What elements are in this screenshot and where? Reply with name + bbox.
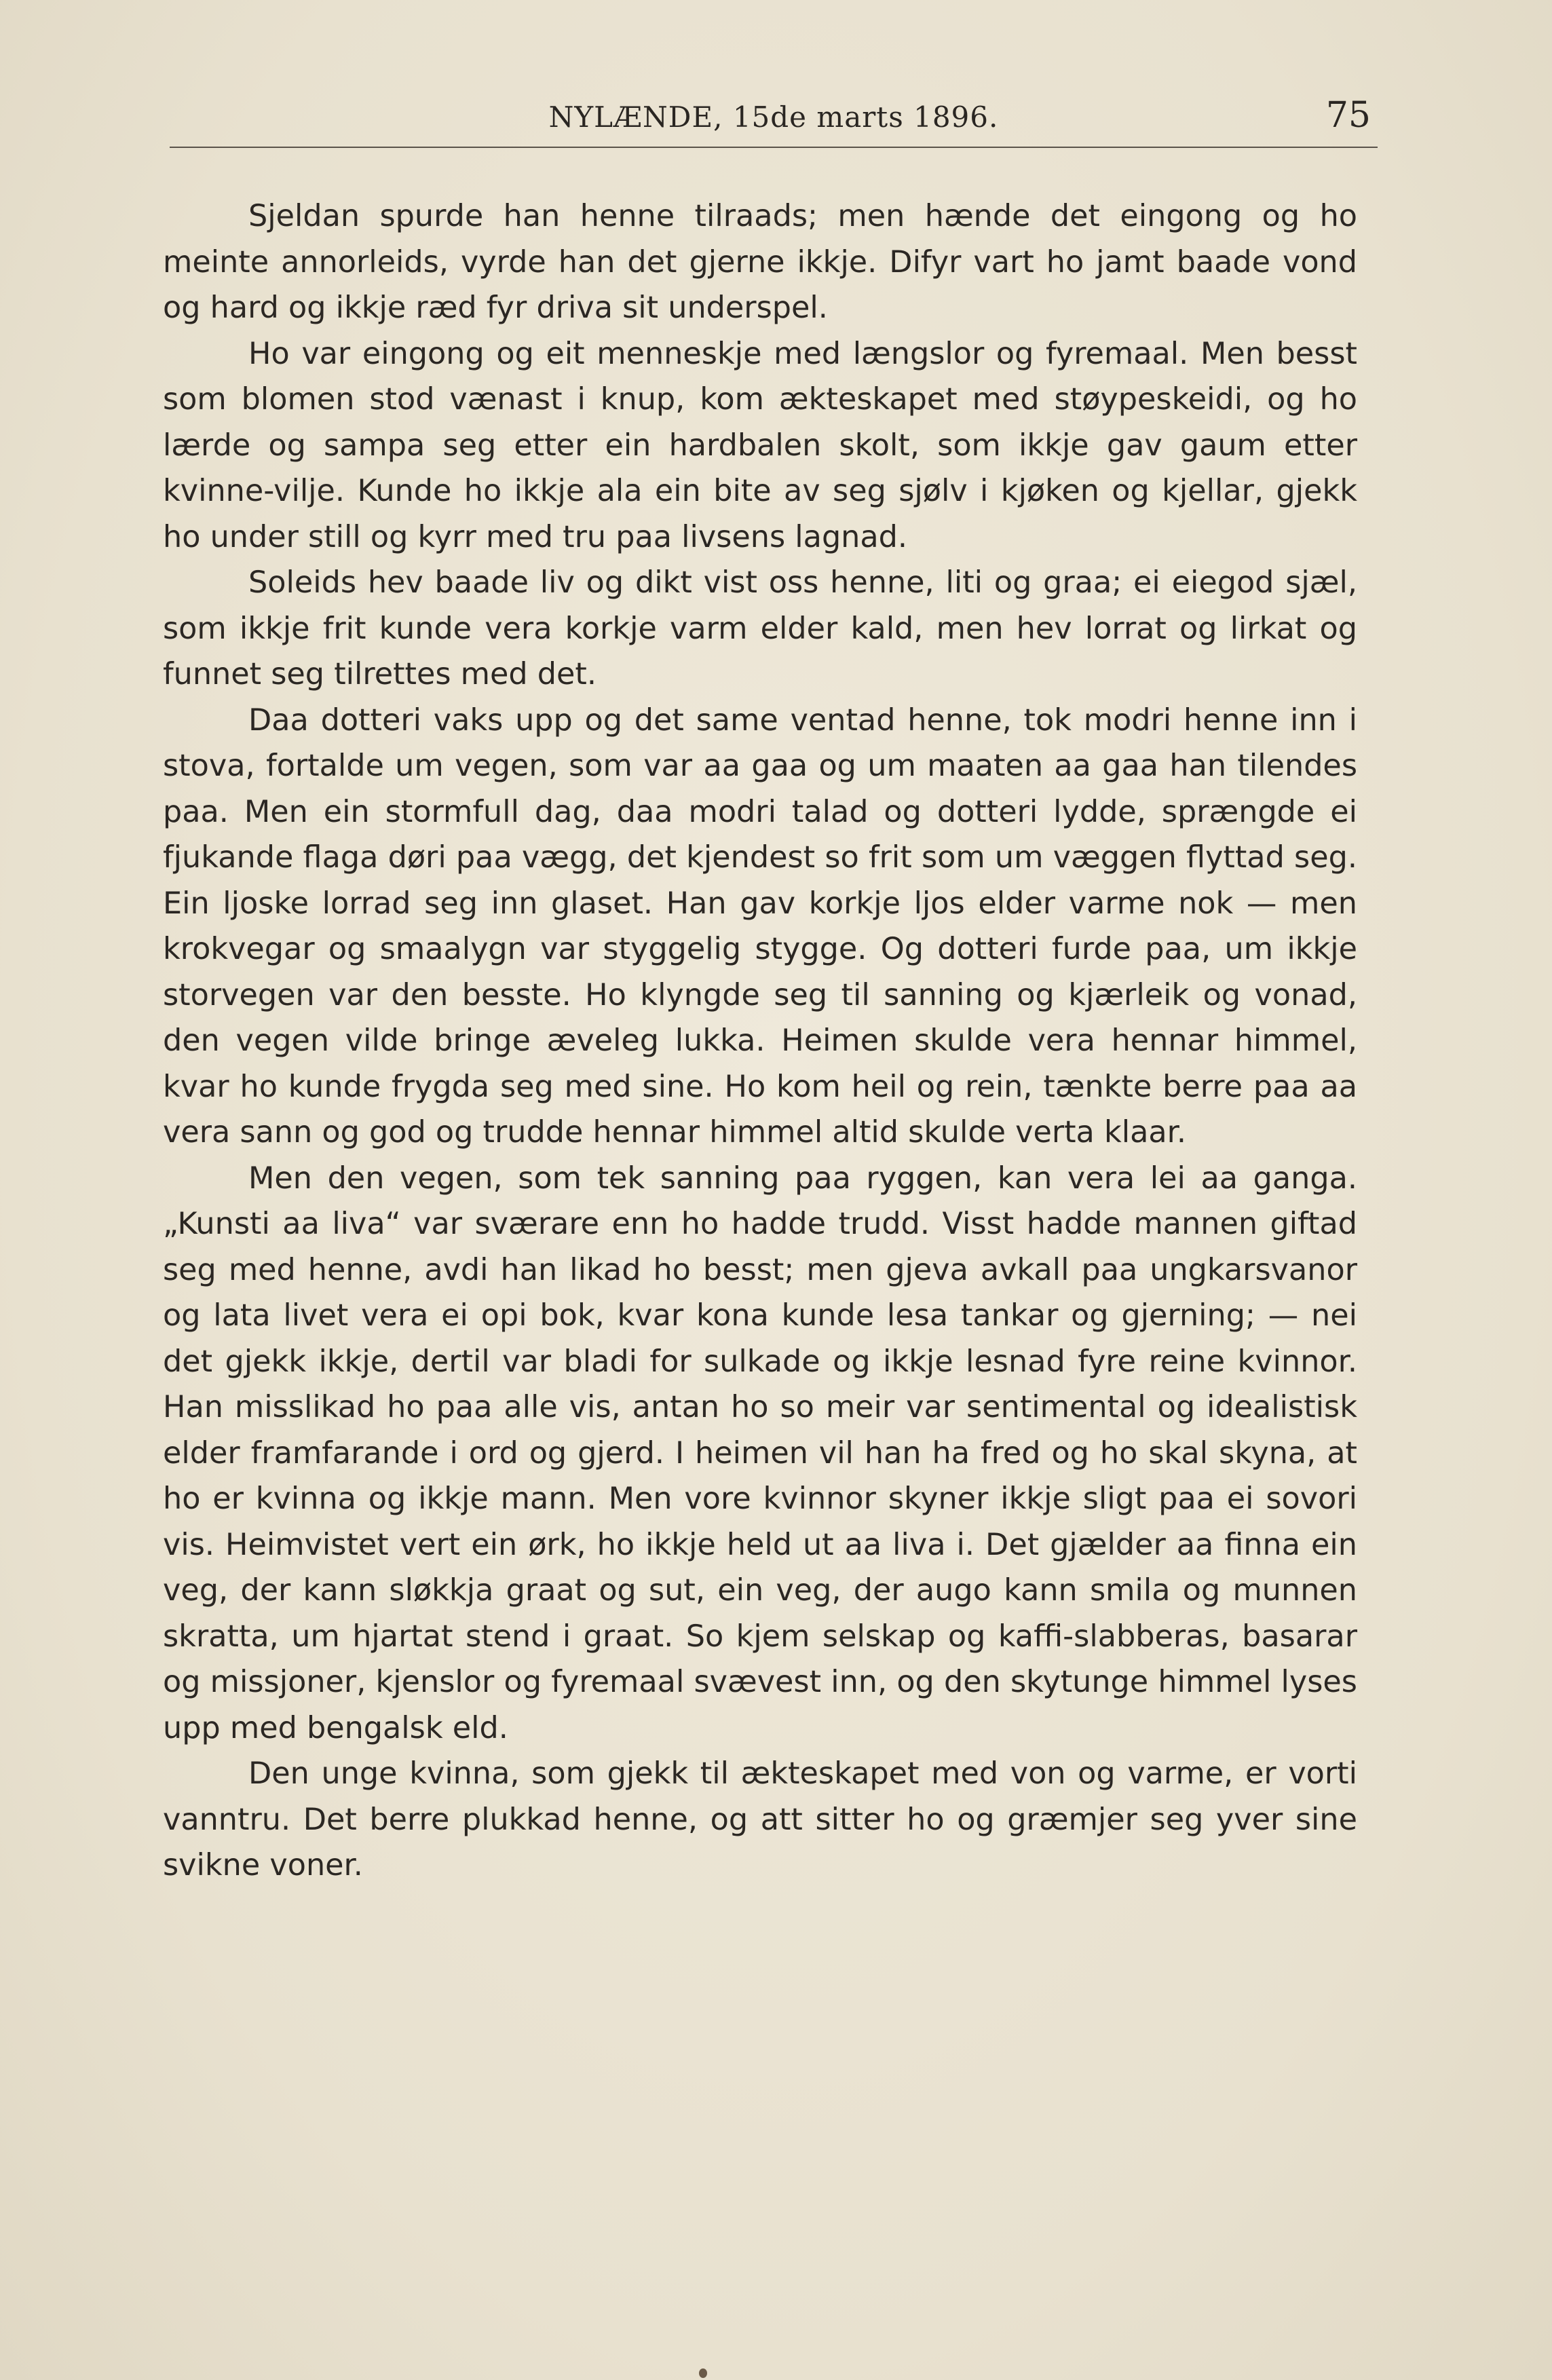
page-number: 75 (1325, 95, 1371, 136)
paragraph: Ho var eingong og eit menneskje med længslor og fyremaal. Men besst som blomen stod vænast i knup, kom ækteskapet med støypeskeidi, og ho lærde og sampa seg etter ein hardbalen skolt, som ikkje gav gaum etter kvinne-vilje. Kunde ho ikkje ala ein bite av seg sjølv i kjøken og kjellar, gjekk ho under still og kyrr med tru paa livsens lagnad. (163, 336, 1357, 554)
header-rule (170, 147, 1378, 148)
paragraph: Den unge kvinna, som gjekk til ækteskapet med von og varme, er vorti vanntru. Det berre plukkad henne, og att sitter ho og græmjer seg yver sine svikne voner. (163, 1756, 1357, 1883)
paragraph: Soleids hev baade liv og dikt vist oss henne, liti og graa; ei eiegod sjæl, som ikkje frit kunde vera korkje varm elder kald, men hev lorrat og lirkat og funnet seg tilrettes med det. (163, 565, 1357, 692)
ink-dot (699, 2368, 707, 2378)
article-body (163, 193, 1357, 1889)
paragraph: Men den vegen, som tek sanning paa ryggen, kan vera lei aa ganga. „Kunsti aa liva“ var sværare enn ho hadde trudd. Visst hadde mannen giftad seg med henne, avdi han likad ho besst; men gjeva avkall paa ungkarsvanor og lata livet vera ei opi bok, kvar kona kunde lesa tankar og gjerning; — nei det gjekk ikkje, dertil var bladi for sulkade og ikkje lesnad fyre reine kvinnor. Han misslikad ho paa alle vis, antan ho so meir var sentimental og idealistisk elder framfarande i ord og gjerd. I heimen vil han ha fred og ho skal skyna, at ho er kvinna og ikkje mann. Men vore kvinnor skyner ikkje sligt paa ei sovori vis. Heimvistet vert ein ørk, ho ikkje held ut aa liva i. Det gjælder aa finna ein veg, der kann sløkkja graat og sut, ein veg, der augo kann smila og munnen skratta, um hjartat stend i graat. So kjem selskap og kaffi-slabberas, basarar og missjoner, kjenslor og fyremaal svævest inn, og den skytunge himmel lyses upp med bengalsk eld. (163, 1160, 1357, 1745)
page-header (170, 95, 1378, 149)
paragraph: Daa dotteri vaks upp og det same ventad henne, tok modri henne inn i stova, fortalde um vegen, som var aa gaa og um maaten aa gaa han tilendes paa. Men ein stormfull dag, daa modri talad og dotteri lydde, sprængde ei fjukande flaga døri paa vægg, det kjendest so frit som um væggen flyttad seg. Ein ljoske lorrad seg inn glaset. Han gav korkje ljos elder varme nok — men krokvegar og smaalygn var styggelig stygge. Og dotteri furde paa, um ikkje storvegen var den besste. Ho klyngde seg til sanning og kjærleik og vonad, den vegen vilde bringe æveleg lukka. Heimen skulde vera hennar himmel, kvar ho kunde frygda seg med sine. Ho kom heil og rein, tænkte berre paa aa vera sann og god og trudde hennar himmel altid skulde verta klaar. (163, 702, 1357, 1150)
running-head: NYLÆNDE, 15de marts 1896. (548, 100, 999, 134)
paragraph: Sjeldan spurde han henne tilraads; men hænde det eingong og ho meinte annorleids, vyrde han det gjerne ikkje. Difyr vart ho jamt baade vond og hard og ikkje ræd fyr driva sit underspel. (163, 199, 1357, 325)
